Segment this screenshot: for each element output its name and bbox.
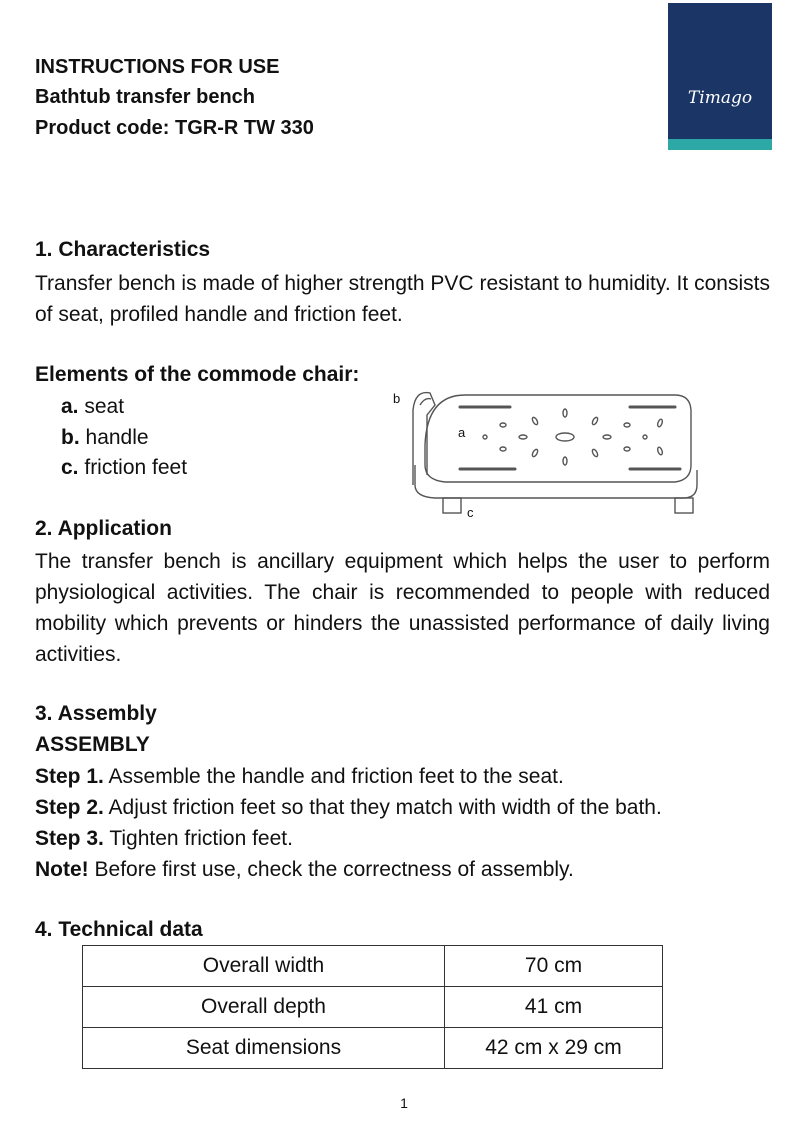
table-row: [83, 1028, 663, 1069]
bench-diagram: [385, 385, 705, 525]
assembly-steps: [35, 761, 775, 885]
product-code: Product code: TGR-R TW 330: [35, 117, 314, 139]
doc-title: INSTRUCTIONS FOR USE: [35, 56, 280, 78]
table-cell-label: Overall depth: [83, 987, 445, 1028]
list-item: c. friction feet: [61, 456, 188, 479]
table-cell-value: 41 cm: [445, 987, 663, 1028]
diagram-label-a: a: [458, 425, 466, 440]
table-cell-label: Overall width: [83, 946, 445, 987]
product-name: Bathtub transfer bench: [35, 86, 256, 108]
assembly-step: Step 3. Tighten friction feet.: [35, 827, 293, 850]
elements-heading: Elements of the commode chair:: [35, 363, 360, 386]
table-row: [83, 946, 663, 987]
handle-outline: [413, 393, 435, 485]
friction-foot-left: [443, 498, 461, 513]
table-cell-value: 42 cm x 29 cm: [445, 1028, 663, 1069]
assembly-step: Step 1. Assemble the handle and friction feet to the seat.: [35, 765, 564, 788]
page-number: 1: [400, 1095, 408, 1111]
logo-stripe: [668, 139, 772, 150]
section-characteristics-body: Transfer bench is made of higher strength PVC resistant to humidity. It consists of seat, profiled handle and friction feet.: [35, 272, 770, 326]
section-application-heading: 2. Application: [35, 517, 172, 540]
logo-text: Timago: [687, 88, 753, 108]
list-item: b. handle: [61, 425, 149, 449]
table-cell-label: Seat dimensions: [83, 1028, 445, 1069]
table-row: [83, 987, 663, 1028]
assembly-subheading: ASSEMBLY: [35, 733, 150, 756]
elements-list: [61, 392, 187, 484]
section-application-body: The transfer bench is ancillary equipment which helps the user to perform physiological activities. The chair is recommended to people with reduced mobility which prevents or hinders the unassisted performance of daily living activities.: [35, 550, 770, 666]
section-technical-heading: 4. Technical data: [35, 918, 203, 941]
section-characteristics-heading: 1. Characteristics: [35, 238, 211, 261]
diagram-label-c: c: [467, 505, 474, 520]
assembly-step: Step 2. Adjust friction feet so that they match with width of the bath.: [35, 796, 662, 819]
brand-logo: [668, 3, 772, 139]
list-item: a. seat: [61, 395, 125, 418]
technical-data-table: [82, 945, 663, 1069]
table-cell-value: 70 cm: [445, 946, 663, 987]
assembly-note: Note! Before first use, check the correctness of assembly.: [35, 858, 574, 881]
friction-foot-right: [675, 498, 693, 513]
section-assembly-heading: 3. Assembly: [35, 702, 157, 725]
diagram-label-b: b: [393, 391, 401, 406]
